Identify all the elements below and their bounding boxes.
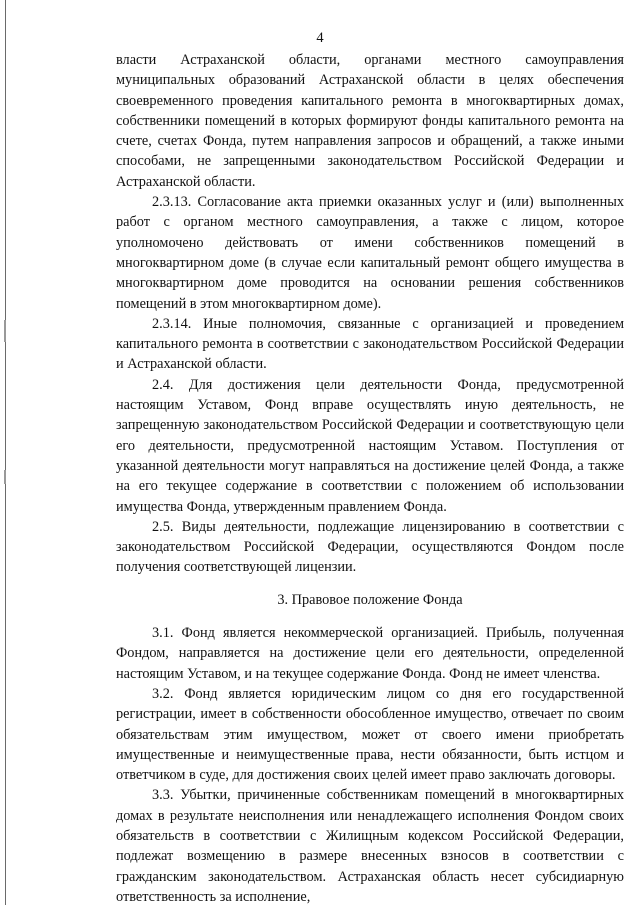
paragraph-2-5: 2.5. Виды деятельности, подлежащие лицензированию в соответствии с законодательством Российской Федерации, осуществляются Фондом после получения соответствующей лицензии. — [116, 518, 624, 576]
scan-edge-mark — [4, 470, 6, 484]
paragraph-3-1: 3.1. Фонд является некоммерческой организацией. Прибыль, полученная Фондом, направляется на достижение цели его деятельности, определенной настоящим Уставом, и на текущее содержание Фонда. Фонд не имеет членства. — [116, 625, 624, 682]
paragraph-continuation: власти Астраханской области, органами местного самоуправления муниципальных образований Астраханской области в целях обеспечения своевременного проведения капитального ремонта в многоквартирных домах, собственники помещений в которых формируют фонды капитального ремонта на счете, счетах Фонда, путем направления запросов и обращений, а также иными способами, не запрещенными законодательством Российской Федерации и Астраханской области. — [116, 52, 624, 190]
page-number: 4 — [316, 30, 324, 46]
paragraph-3-2: 3.2. Фонд является юридическим лицом со дня его государственной регистрации, имеет в собственности обособленное имущество, отвечает по своим обязательствам этим имуществом, может от своего имени приобретать имущественные и неимущественные права, нести обязанности, быть истцом и ответчиком в суде, для достижения своих целей имеет право заключать договоры. — [116, 685, 624, 784]
scan-edge-mark — [4, 320, 6, 342]
section-heading: 3. Правовое положение Фонда — [277, 591, 463, 608]
paragraph-2-3-13: 2.3.13. Согласование акта приемки оказанных услуг и (или) выполненных работ с органом местного самоуправления, а также с лицом, которое уполномочено действовать от имени собственников помещений в многоквартирном доме (в случае если капитальный ремонт общего имущества в многоквартирном доме проводится на основании решения собственников помещений в этом многоквартирном доме). — [116, 194, 624, 312]
scan-edge-line — [5, 0, 6, 905]
paragraph-3-3: 3.3. Убытки, причиненные собственникам помещений в многоквартирных домах в результате неисполнения или ненадлежащего исполнения Фондом своих обязательств в соответствии с Жилищным кодексом Российской Федерации, подлежат возмещению в размере внесенных взносов в соответствии с гражданским законодательством. Астраханская область несет субсидиарную ответственность за исполнение, — [116, 787, 624, 905]
document-body — [116, 50, 624, 905]
paragraph-2-4: 2.4. Для достижения цели деятельности Фонда, предусмотренной настоящим Уставом, Фонд вправе осуществлять иную деятельность, не запрещенную законодательством Российской Федерации и соответствующую цели его деятельности, предусмотренной настоящим Уставом. Поступления от указанной деятельности могут направляться на достижение целей Фонда, а также на его текущее содержание в соответствии с положением об использовании имущества Фонда, утвержденным правлением Фонда. — [116, 376, 624, 515]
paragraph-2-3-14: 2.3.14. Иные полномочия, связанные с организацией и проведением капитального ремонта в соответствии с законодательством Российской Федерации и Астраханской области. — [116, 315, 624, 373]
